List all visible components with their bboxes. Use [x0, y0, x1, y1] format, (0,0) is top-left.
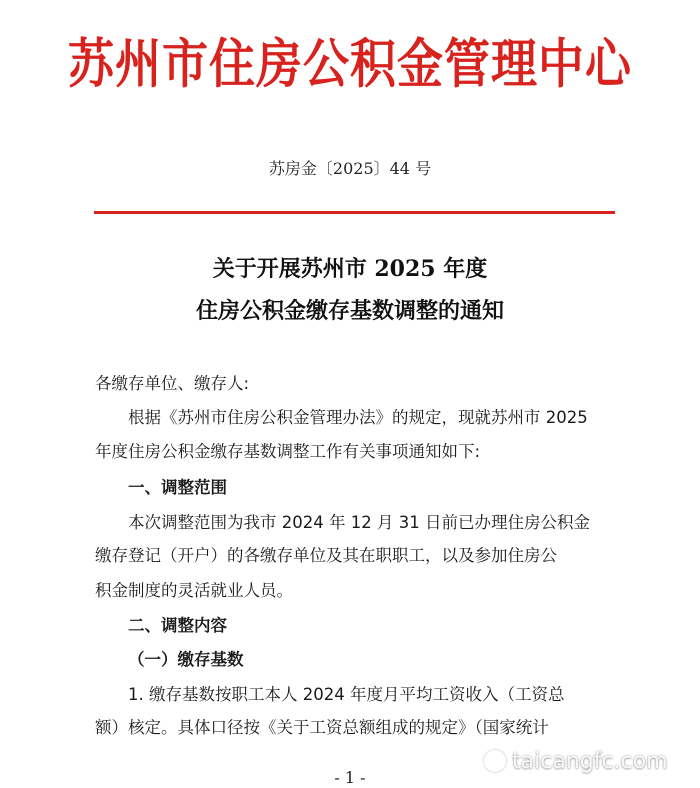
paragraph-line: 根据《苏州市住房公积金管理办法》的规定，现就苏州市 2025 — [128, 408, 588, 427]
red-divider — [94, 211, 615, 214]
document-number: 苏房金〔2025〕44 号 — [268, 159, 432, 178]
notice-title-line-1: 关于开展苏州市 2025 年度 — [212, 256, 488, 282]
paragraph-line: 缴存登记（开户）的各缴存单位及其在职职工，以及参加住房公 — [95, 546, 557, 565]
subsection-heading-base: （一）缴存基数 — [128, 650, 244, 669]
paragraph-line: 积金制度的灵活就业人员。 — [95, 581, 293, 600]
notice-title-line-2: 住房公积金缴存基数调整的通知 — [195, 298, 504, 324]
paragraph-line: 本次调整范围为我市 2024 年 12 月 31 日前已办理住房公积金 — [128, 513, 590, 532]
paragraph-line: 1. 缴存基数按职工本人 2024 年度月平均工资收入（工资总 — [128, 685, 565, 704]
salutation: 各缴存单位、缴存人: — [95, 374, 250, 393]
org-title: 苏州市住房公积金管理中心 — [68, 32, 632, 95]
seal-icon — [484, 750, 506, 772]
page-number: - 1 - — [334, 768, 366, 787]
section-heading-content: 二、调整内容 — [128, 616, 227, 635]
watermark — [484, 746, 696, 776]
section-heading-scope: 一、调整范围 — [128, 478, 227, 497]
paragraph-line: 年度住房公积金缴存基数调整工作有关事项通知如下: — [95, 442, 481, 461]
paragraph-line: 额）核定。具体口径按《关于工资总额组成的规定》（国家统计 — [95, 718, 549, 737]
watermark-text: taicangfc.com — [512, 748, 668, 774]
